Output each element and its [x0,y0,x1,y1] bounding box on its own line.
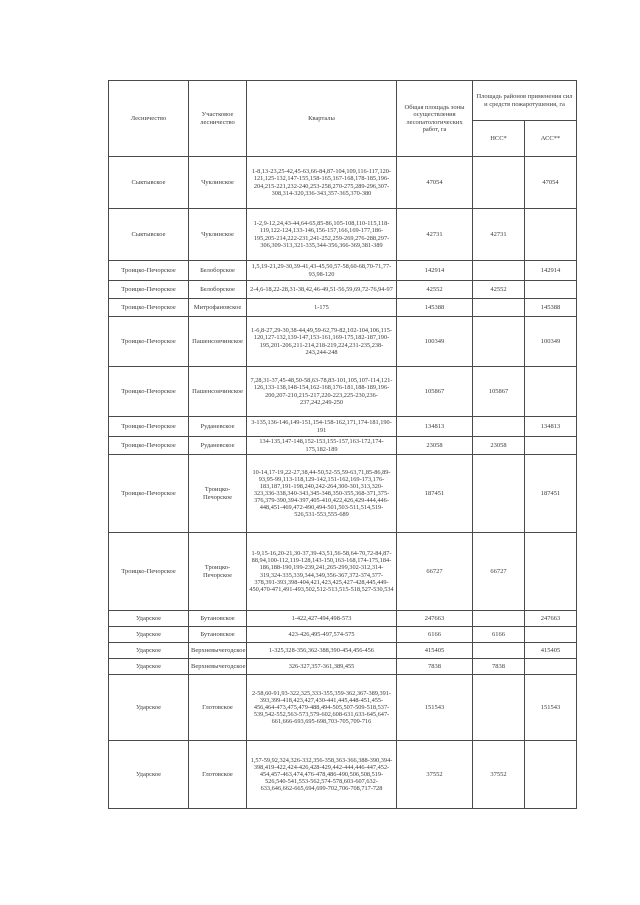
header-acc: АСС** [525,121,577,157]
table-row [109,299,577,317]
cell-acc: 100349 [525,317,577,367]
header-quarters: Кварталы [247,81,397,157]
cell-ncc [473,299,525,317]
cell-ncc [473,675,525,741]
cell-ncc: 7838 [473,659,525,675]
cell-district: Троицко-Печорское [189,533,247,611]
cell-total-area: 23058 [397,437,473,455]
cell-forestry: Троицко-Печорское [109,281,189,299]
cell-quarters: 326-327,357-361,389,455 [247,659,397,675]
cell-forestry: Ударское [109,611,189,627]
header-ncc: НСС* [473,121,525,157]
cell-district: Бутановское [189,627,247,643]
cell-ncc: 105867 [473,367,525,417]
cell-district: Верхневычегодское [189,659,247,675]
cell-district: Руданевское [189,417,247,437]
cell-acc: 47054 [525,157,577,209]
cell-forestry: Троицко-Печорское [109,455,189,533]
cell-district: Глотовское [189,741,247,809]
table-row [109,741,577,809]
cell-forestry: Ударское [109,643,189,659]
cell-acc: 145388 [525,299,577,317]
cell-quarters: 134-135,147-148,152-153,155-157,163-172,174-175,182-189 [247,437,397,455]
cell-total-area: 187451 [397,455,473,533]
cell-acc [525,437,577,455]
table-row [109,281,577,299]
cell-quarters: 10-14,17-19,22-27,38,44-50,52-55,59-63,71,85-86,89-93,95-99,113-118,129-142,151-162,169-173,176-183,187,191-198,240,242-264,300-301,313,320-323,336-338,340-343,345-348,350-355,368-371,375-376,379-390,394-397,405-410,422,426,429-444,446-448,451-469,472-490,494-501,503-511,514,519-526,531-553,555-689 [247,455,397,533]
cell-ncc: 42552 [473,281,525,299]
cell-ncc: 66727 [473,533,525,611]
table-row [109,643,577,659]
cell-quarters: 1-8,13-23,25-42,45-63,66-84,87-104,109,116-117,120-121,125-132,147-155,158-165,167-168,178-185,196-204,215-221,232-240,253-258,270-275,289-296,307-308,314-320,336-343,357-365,370-380 [247,157,397,209]
table-row [109,533,577,611]
cell-total-area: 100349 [397,317,473,367]
cell-ncc: 23058 [473,437,525,455]
cell-forestry: Ударское [109,627,189,643]
table-row [109,675,577,741]
cell-district: Чуклинское [189,157,247,209]
cell-total-area: 37552 [397,741,473,809]
cell-quarters: 3-135,136-146,149-151,154-158-162,171,174-181,190-191 [247,417,397,437]
cell-quarters: 2-58,60-91,93-322,325,333-355,359-362,367-389,391-393,399-418,423,427,430-441,445,448-451,455-456,464-473,475,479-488,494-505,507-509-518,537-539,542-552,563-573,579-602,608-631,633-645,647-661,666-693,695-698,703-705,709-716 [247,675,397,741]
cell-ncc [473,455,525,533]
cell-forestry: Троицко-Печорское [109,417,189,437]
cell-acc [525,367,577,417]
cell-forestry: Троицко-Печорское [109,261,189,281]
cell-ncc: 6166 [473,627,525,643]
cell-district: Белоборское [189,261,247,281]
table-row [109,611,577,627]
table-row [109,157,577,209]
cell-district: Митрофановское [189,299,247,317]
cell-district: Руданевское [189,437,247,455]
cell-district: Белоборское [189,281,247,299]
cell-district: Глотовское [189,675,247,741]
cell-acc: 134813 [525,417,577,437]
cell-acc [525,741,577,809]
cell-district: Пашенсоичинское [189,367,247,417]
cell-quarters: 7,28,31-37,45-48,50-58,63-78,83-101,105,107-114,121-126,133-138,148-154,162-168,176-181,188-189,196-200,207-210,215-217,220-223,225-230,236-237,242,249-250 [247,367,397,417]
cell-acc [525,659,577,675]
data-table-container [108,80,576,809]
cell-ncc: 42731 [473,209,525,261]
cell-district: Чуклинское [189,209,247,261]
cell-total-area: 134813 [397,417,473,437]
cell-total-area: 105867 [397,367,473,417]
cell-district: Пашенсоичинское [189,317,247,367]
table-row [109,417,577,437]
header-forestry: Лесничество [109,81,189,157]
table-row [109,437,577,455]
cell-quarters: 1-9,15-16,20-21,30-37,39-43,51,56-58,64-70,72-84,87-88,94,100-112,119-128,143-150,163-168,174-175,184-186,188-190,199-239,241,265-299,302-312,314-319,324-335,339,344,349,356-367,372-374,377-378,391-393,398-404,421,423,425,427-428,445,449-450,470-471,491-493,502,512-513,515-518,527-530,534 [247,533,397,611]
cell-forestry: Сыктывское [109,209,189,261]
header-work-area: Площадь районов применения сил и средств пожаротушения, га [473,81,577,121]
cell-total-area: 7838 [397,659,473,675]
cell-total-area: 151543 [397,675,473,741]
cell-total-area: 247663 [397,611,473,627]
cell-quarters: 1-422,427-494,498-573 [247,611,397,627]
cell-total-area: 42552 [397,281,473,299]
cell-quarters: 1-2,9-12,24,43-44,64-65,85-86,105-108,110-115,118-119,122-124,133-146,156-157,166,169-177,186-195,205-214,222-231,241-252,259-269,276-288,297-306,309-313,321-335,344-356,366-369,381-389 [247,209,397,261]
cell-quarters: 423-426,495-497,574-575 [247,627,397,643]
cell-acc: 415405 [525,643,577,659]
forestry-table [108,80,577,809]
table-row [109,627,577,643]
cell-acc: 151543 [525,675,577,741]
cell-acc [525,209,577,261]
table-row [109,455,577,533]
cell-forestry: Сыктывское [109,157,189,209]
cell-quarters: 1-6,8-27,29-30,38-44,49,59-62,79-82,102-104,106,115-120,127-132,139-147,153-161,169-175,182-187,190-195,201-206,211-214,218-219,224,231-235,238-243,244-248 [247,317,397,367]
cell-acc [525,281,577,299]
cell-forestry: Ударское [109,741,189,809]
cell-ncc [473,643,525,659]
table-body [109,157,577,809]
cell-ncc [473,317,525,367]
cell-forestry: Троицко-Печорское [109,317,189,367]
cell-total-area: 6166 [397,627,473,643]
cell-total-area: 145388 [397,299,473,317]
cell-acc: 142914 [525,261,577,281]
cell-acc: 247663 [525,611,577,627]
table-row [109,659,577,675]
cell-ncc [473,417,525,437]
cell-forestry: Троицко-Печорское [109,437,189,455]
header-district: Участковое лесничество [189,81,247,157]
cell-district: Верхневычегодское [189,643,247,659]
cell-ncc [473,611,525,627]
cell-forestry: Троицко-Печорское [109,533,189,611]
cell-forestry: Ударское [109,675,189,741]
cell-quarters: 1-325,328-356,362-388,390-454,456-456 [247,643,397,659]
cell-acc [525,627,577,643]
cell-ncc [473,261,525,281]
cell-forestry: Ударское [109,659,189,675]
table-row [109,209,577,261]
cell-acc: 187451 [525,455,577,533]
cell-acc [525,533,577,611]
cell-total-area: 415405 [397,643,473,659]
cell-total-area: 142914 [397,261,473,281]
cell-quarters: 1,57-59,92,324,326-332,356-358,363-366,388-390,394-398,419-422,424-426,428-429,442-444,446-447,452-454,457-463,474,476-478,486-490,506,508,519-526,540-541,553-562,574-578,603-607,632-633,646,662-665,694,699-702,706-708,717-728 [247,741,397,809]
table-row [109,367,577,417]
table-row [109,317,577,367]
cell-quarters: 1-175 [247,299,397,317]
cell-quarters: 2-4,6-18,22-28,31-38,42,46-49,51-56,59,69,72-76,94-97 [247,281,397,299]
cell-ncc [473,157,525,209]
cell-ncc: 37552 [473,741,525,809]
cell-forestry: Троицко-Печорское [109,367,189,417]
cell-forestry: Троицко-Печорское [109,299,189,317]
cell-total-area: 42731 [397,209,473,261]
table-row [109,261,577,281]
cell-district: Бутановское [189,611,247,627]
cell-district: Троицко-Печорское [189,455,247,533]
cell-total-area: 47054 [397,157,473,209]
header-total-area: Общая площадь зоны осуществления лесопатологических работ, га [397,81,473,157]
cell-quarters: 1,5,19-21,29-30,39-41,43-45,50,57-58,60-68,70-71,77-93,98-120 [247,261,397,281]
cell-total-area: 66727 [397,533,473,611]
